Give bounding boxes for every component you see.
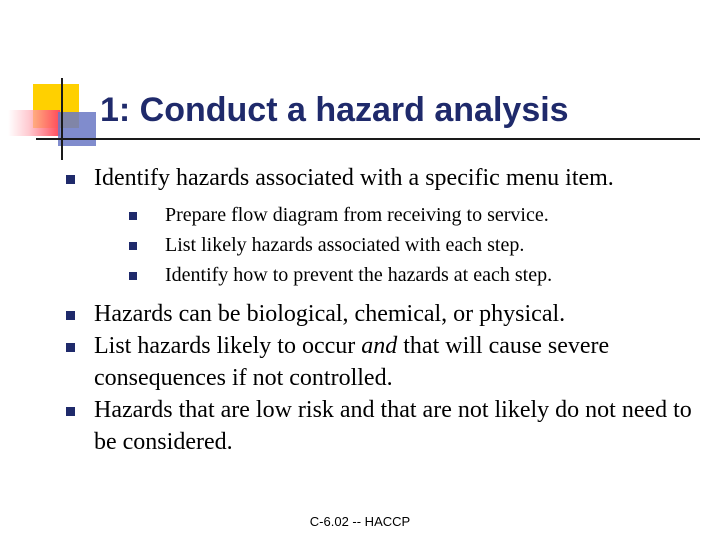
bullet-item [60, 298, 700, 330]
bullet-text: Identify hazards associated with a specific menu item. [94, 165, 614, 191]
bullet-text [94, 333, 609, 391]
bullet-square-icon [66, 343, 75, 352]
bullet-text-part: List hazards likely to occur [94, 333, 362, 359]
title-underline [36, 138, 700, 140]
logo-blue-square [58, 112, 96, 146]
bullet-list [60, 162, 700, 458]
bullet-text: Hazards that are low risk and that are not likely do not need to be considered. [94, 397, 692, 455]
bullet-text-part: that will cause severe consequences if not controlled. [94, 333, 610, 391]
bullet-square-icon [66, 407, 75, 416]
sub-bullet-item [129, 260, 700, 290]
sub-bullet-list [94, 200, 700, 290]
sub-bullet-text: Prepare flow diagram from receiving to service. [165, 204, 549, 226]
bullet-item [60, 394, 700, 458]
sub-bullet-item [129, 230, 700, 260]
sub-bullet-item [129, 200, 700, 230]
sub-bullet-text: Identify how to prevent the hazards at each step. [165, 264, 553, 286]
bullet-square-icon [129, 212, 137, 220]
bullet-text-emphasis: and [361, 333, 398, 359]
bullet-item [60, 330, 700, 394]
bullet-item [60, 162, 700, 290]
logo-vertical-line [61, 78, 63, 160]
sub-bullet-text: List likely hazards associated with each step. [165, 234, 525, 256]
bullet-text: Hazards can be biological, chemical, or physical. [94, 301, 566, 327]
bullet-square-icon [129, 242, 137, 250]
logo-red-bar [8, 110, 60, 136]
bullet-square-icon [66, 311, 75, 320]
bullet-square-icon [66, 175, 75, 184]
slide-footer: C-6.02 -- HACCP [309, 514, 411, 529]
slide-title: 1: Conduct a hazard analysis [100, 91, 569, 129]
bullet-square-icon [129, 272, 137, 280]
